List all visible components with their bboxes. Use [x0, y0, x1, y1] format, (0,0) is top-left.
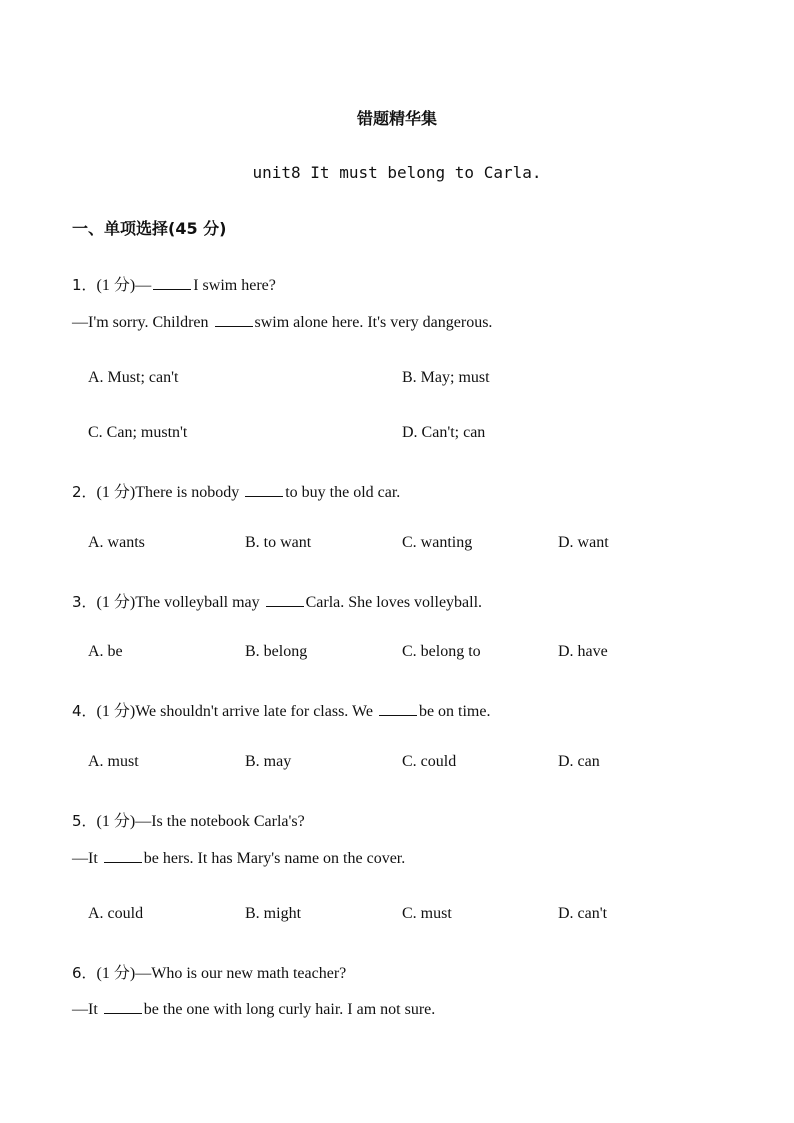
question-number: 1． — [72, 276, 97, 294]
option-d[interactable]: D. Can't; can — [402, 424, 486, 441]
option-d[interactable]: D. can — [558, 753, 600, 770]
stem-text: be the one with long curly hair. I am not sure. — [143, 1001, 436, 1018]
stem-text: There is nobody — [135, 484, 244, 501]
option-a[interactable]: A. wants — [88, 534, 145, 551]
question-score: (1 分) — [96, 277, 136, 294]
question-score: (1 分) — [96, 594, 136, 611]
stem-text: —It — [72, 1001, 102, 1018]
unit-subtitle: unit8 It must belong to Carla. — [252, 163, 542, 182]
option-b[interactable]: B. may — [245, 753, 292, 770]
question-number: 2． — [72, 483, 97, 501]
option-a[interactable]: A. be — [88, 643, 123, 660]
stem-text: swim alone here. It's very dangerous. — [254, 314, 493, 331]
option-c[interactable]: C. must — [402, 905, 452, 922]
option-d[interactable]: D. can't — [558, 905, 608, 922]
answer-blank[interactable] — [104, 1001, 142, 1014]
question-2-stem — [72, 479, 400, 502]
option-b[interactable]: B. to want — [245, 534, 312, 551]
stem-text: We shouldn't arrive late for class. We — [135, 703, 377, 720]
stem-text: be on time. — [418, 703, 491, 720]
option-b[interactable]: B. might — [245, 905, 302, 922]
document-title: 错题精华集 — [356, 109, 437, 128]
stem-text: Carla. She loves volleyball. — [305, 594, 483, 611]
option-c[interactable]: C. belong to — [402, 643, 481, 660]
question-6-line2 — [72, 1001, 435, 1019]
answer-blank[interactable] — [153, 277, 191, 290]
stem-text: —Is the notebook Carla's? — [135, 813, 305, 830]
question-score: (1 分) — [96, 965, 136, 982]
question-5-stem — [72, 808, 305, 831]
option-c[interactable]: C. could — [402, 753, 457, 770]
stem-text: —I'm sorry. Children — [72, 314, 213, 331]
question-number: 6． — [72, 964, 97, 982]
option-d[interactable]: D. want — [558, 534, 609, 551]
question-score: (1 分) — [96, 484, 136, 501]
question-4-stem — [72, 698, 490, 721]
option-b[interactable]: B. belong — [245, 643, 308, 660]
stem-text: —Who is our new math teacher? — [135, 965, 347, 982]
option-a[interactable]: A. must — [88, 753, 139, 770]
section-heading: 一、单项选择(45 分) — [72, 219, 227, 238]
stem-text: The volleyball may — [135, 594, 264, 611]
question-1-line2 — [72, 314, 492, 332]
stem-text: to buy the old car. — [285, 484, 401, 501]
question-number: 5． — [72, 812, 97, 830]
question-6-stem — [72, 960, 346, 983]
stem-text: I swim here? — [193, 277, 276, 294]
option-a[interactable]: A. Must; can't — [88, 369, 179, 386]
answer-blank[interactable] — [215, 314, 253, 327]
option-c[interactable]: C. wanting — [402, 534, 473, 551]
option-d[interactable]: D. have — [558, 643, 608, 660]
question-number: 4． — [72, 702, 97, 720]
question-score: (1 分) — [96, 703, 136, 720]
answer-blank[interactable] — [379, 703, 417, 716]
option-c[interactable]: C. Can; mustn't — [88, 424, 188, 441]
stem-text: —It — [72, 850, 102, 867]
question-score: (1 分) — [96, 813, 136, 830]
option-b[interactable]: B. May; must — [402, 369, 490, 386]
question-number: 3． — [72, 593, 97, 611]
answer-blank[interactable] — [245, 484, 283, 497]
answer-blank[interactable] — [266, 594, 304, 607]
stem-text: be hers. It has Mary's name on the cover. — [143, 850, 406, 867]
question-3-stem — [72, 589, 482, 612]
question-1-stem — [72, 272, 276, 295]
stem-text: — — [135, 277, 152, 294]
question-5-line2 — [72, 850, 405, 868]
option-a[interactable]: A. could — [88, 905, 144, 922]
answer-blank[interactable] — [104, 850, 142, 863]
